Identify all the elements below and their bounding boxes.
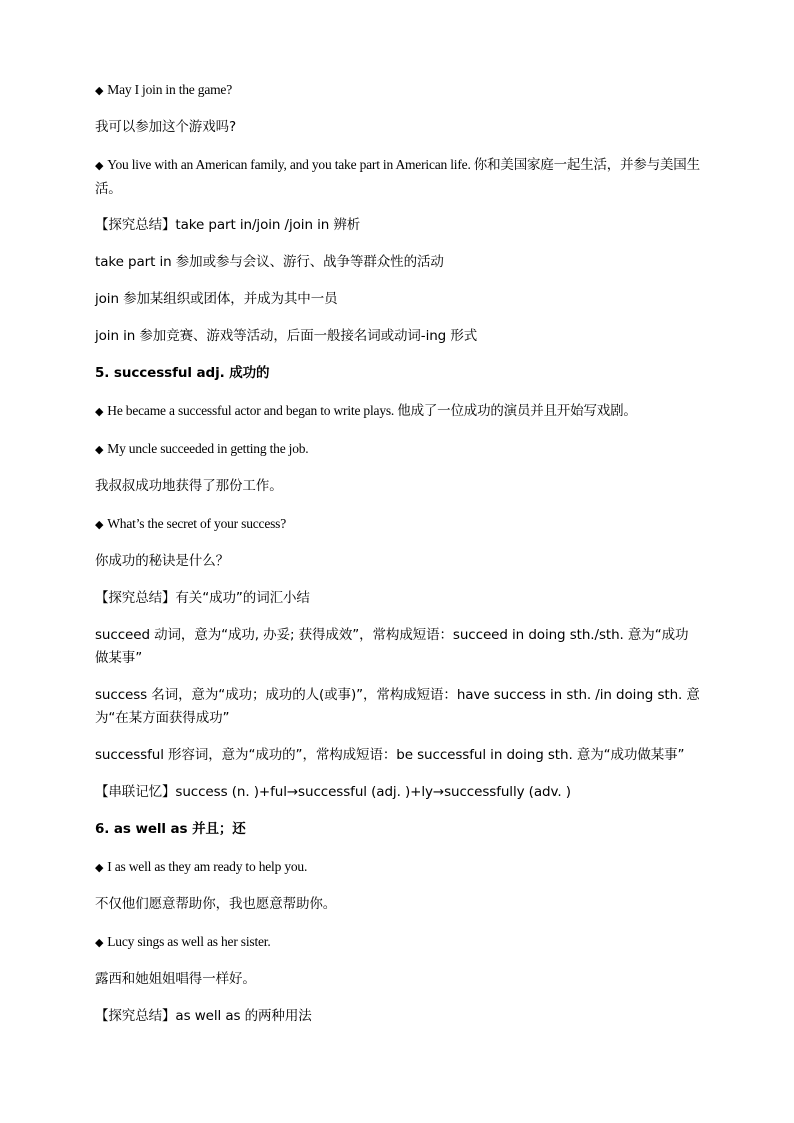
translation-line: 露西和她姐姐唱得一样好。 <box>95 971 256 987</box>
diamond-bullet-icon: ◆ <box>95 861 104 874</box>
summary-line: 【探究总结】有关“成功”的词汇小结 <box>95 590 310 606</box>
example-sentence: ◆ May I join in the game? <box>95 82 233 97</box>
example-sentence: ◆ You live with an American family, and you take part in American life. 你和美国家庭一起生活，并参与美国生活。 <box>95 157 700 196</box>
diamond-bullet-icon: ◆ <box>95 936 104 949</box>
translation-line: 不仅他们愿意帮助你，我也愿意帮助你。 <box>95 896 337 912</box>
example-sentence: ◆ What’s the secret of your success? <box>95 516 287 531</box>
summary-line: 【探究总结】as well as 的两种用法 <box>95 1008 312 1024</box>
example-sentence: ◆ My uncle succeeded in getting the job. <box>95 441 309 456</box>
translation-line: 我可以参加这个游戏吗? <box>95 119 237 135</box>
diamond-bullet-icon: ◆ <box>95 159 104 172</box>
summary-line: 【串联记忆】success (n. )+ful→successful (adj. )+ly→successfully (adv. ) <box>95 784 571 800</box>
document-content <box>95 78 701 1042</box>
translation-line: 你成功的秘诀是什么？ <box>95 553 229 569</box>
text-line: success 名词，意为“成功；成功的人(或事)”，常构成短语：have success in sth. /in doing sth. 意为“在某方面获得成功” <box>95 687 700 726</box>
section-heading: 5. successful adj. 成功的 <box>95 365 270 381</box>
text-line: take part in 参加或参与会议、游行、战争等群众性的活动 <box>95 254 444 270</box>
text-line: join 参加某组织或团体，并成为其中一员 <box>95 291 338 307</box>
example-sentence: ◆ He became a successful actor and began to write plays. 他成了一位成功的演员并且开始写戏剧。 <box>95 403 637 418</box>
translation-line: 我叔叔成功地获得了那份工作。 <box>95 478 283 494</box>
diamond-bullet-icon: ◆ <box>95 443 104 456</box>
diamond-bullet-icon: ◆ <box>95 518 104 531</box>
diamond-bullet-icon: ◆ <box>95 405 104 418</box>
diamond-bullet-icon: ◆ <box>95 84 104 97</box>
text-line: join in 参加竞赛、游戏等活动，后面一般接名词或动词-ing 形式 <box>95 328 478 344</box>
section-heading: 6. as well as 并且；还 <box>95 821 246 837</box>
example-sentence: ◆ I as well as they am ready to help you. <box>95 859 308 874</box>
text-line: successful 形容词，意为“成功的”，常构成短语：be successful in doing sth. 意为“成功做某事” <box>95 747 685 763</box>
summary-line: 【探究总结】take part in/join /join in 辨析 <box>95 217 361 233</box>
example-sentence: ◆ Lucy sings as well as her sister. <box>95 934 271 949</box>
text-line: succeed 动词，意为“成功, 办妥; 获得成效”，常构成短语：succeed in doing sth./sth. 意为“成功做某事” <box>95 627 689 666</box>
